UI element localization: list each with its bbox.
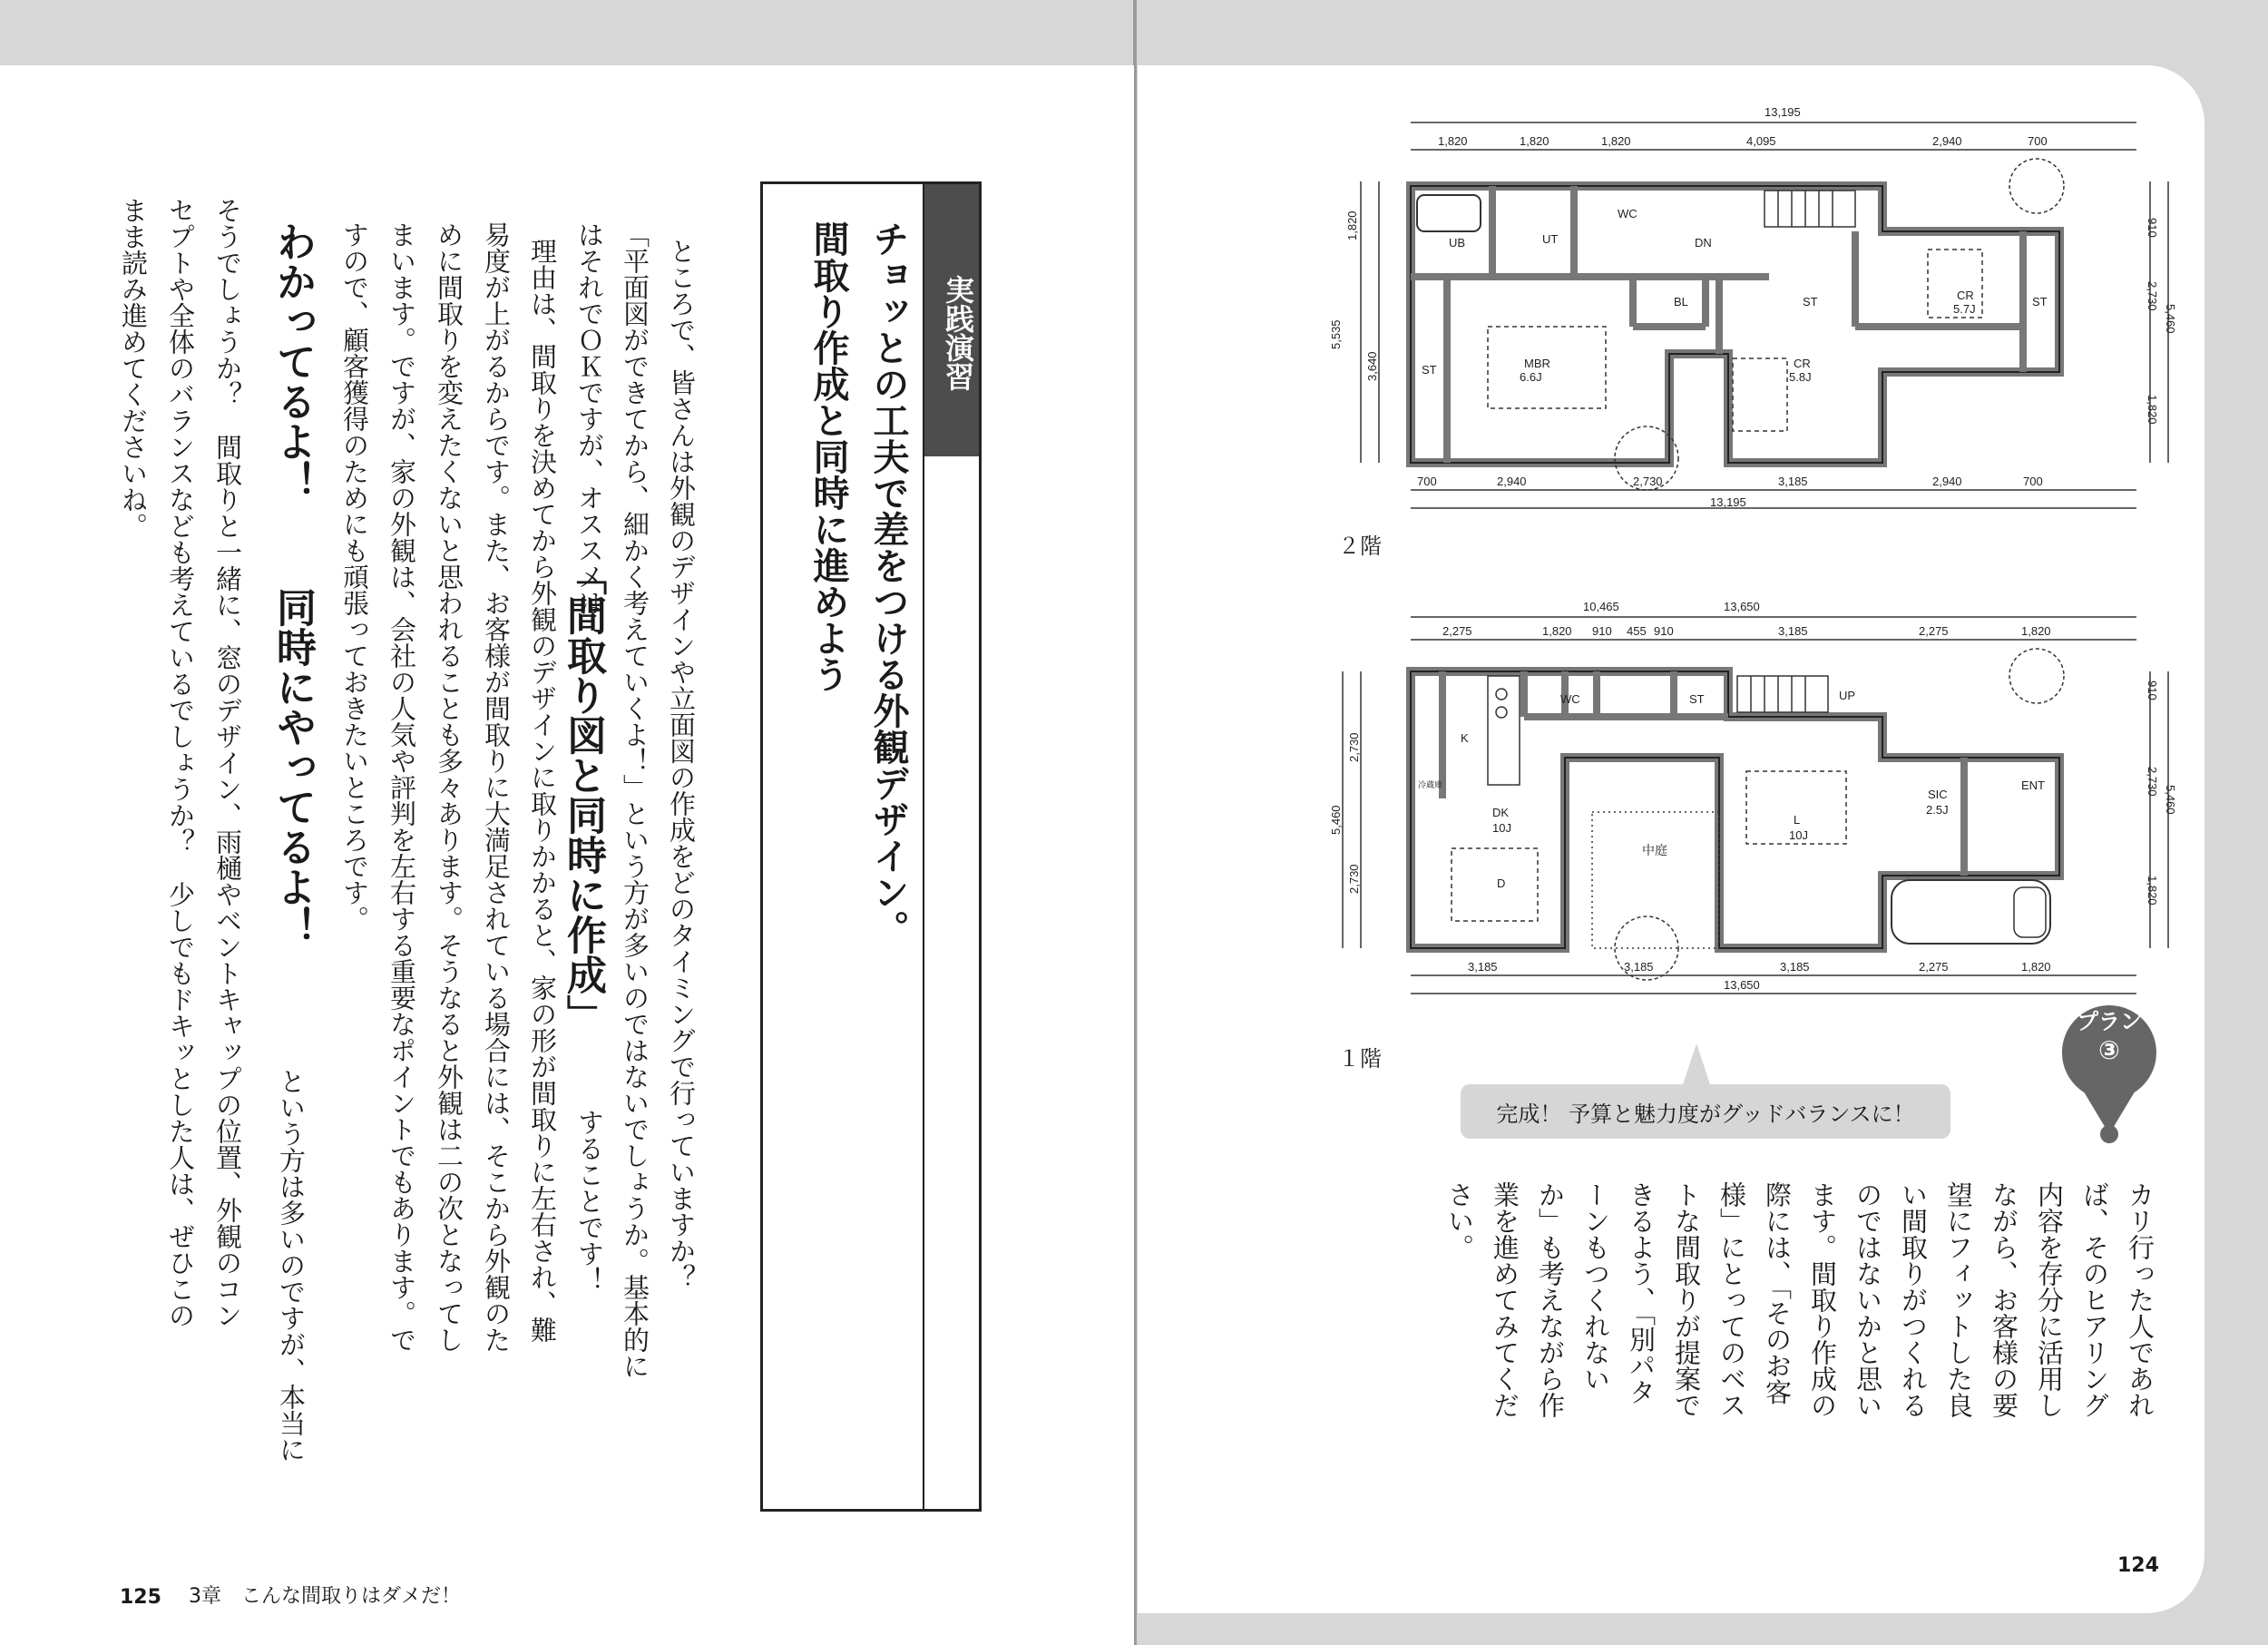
right-column-9: 際には、「そのお客: [1762, 1181, 1793, 1405]
big-phrase-tail: という方は多いのですが、本当に: [276, 1068, 307, 1463]
right-column-13: ーンもつくれない: [1580, 1181, 1611, 1392]
highlight-tail: することです！: [574, 1109, 605, 1293]
right-column-8: ます。間取り作成の: [1807, 1181, 1838, 1418]
f2-top-dim-3: 1,820: [1601, 134, 1631, 148]
right-column-14: か」も考えながら作: [1535, 1181, 1566, 1418]
f1-room-dk: DK: [1492, 806, 1510, 819]
body-column-4: 理由は、間取りを決めてから外観のデザインに取りかかると、家の形が間取りに左右され、難: [527, 238, 558, 1343]
body-column-1: ところで、皆さんは外観のデザインや立面図の作成をどのタイミングで行っていますか？: [666, 238, 697, 1290]
f1-right-dim-3: 5,460: [2164, 785, 2177, 815]
f1-total-top-b: 13,650: [1724, 600, 1760, 613]
body-column-11: まま読み進めてくださいね。: [118, 197, 149, 539]
f1-left-dim-1: 2,730: [1347, 732, 1361, 762]
f1-room-ent: ENT: [2021, 778, 2045, 792]
f1-room-dk-size: 10J: [1492, 821, 1511, 835]
f1-room-up: UP: [1839, 689, 1856, 702]
f2-left-dim-3: 5,535: [1329, 319, 1343, 349]
f1-bottom-dim-1: 3,185: [1468, 960, 1498, 974]
f1-room-st: ST: [1689, 692, 1705, 706]
f1-bottom-dim-5: 1,820: [2021, 960, 2051, 974]
big-phrase-2: 同時にやってるよ！: [269, 587, 316, 946]
f2-bottom-dim-5: 2,940: [1932, 475, 1962, 488]
badge-line-1: プラン: [2077, 1009, 2142, 1034]
f2-total-top: 13,195: [1765, 105, 1801, 119]
section-tag: 実践演習: [924, 184, 979, 456]
f1-courtyard: 中庭: [1642, 843, 1667, 857]
f2-room-cr2-size: 5.8J: [1789, 370, 1812, 384]
f1-fridge: 冷蔵庫: [1418, 780, 1443, 789]
f2-top-dim-6: 700: [2028, 134, 2048, 148]
f2-room-mbr-size: 6.6J: [1520, 370, 1542, 384]
f2-right-dim-2: 2,730: [2146, 281, 2159, 311]
f1-room-sic: SIC: [1928, 788, 1948, 801]
f2-room-cr1-size: 5.7J: [1953, 302, 1976, 316]
f1-top-dim-3: 910: [1592, 624, 1612, 638]
f1-room-l: L: [1794, 813, 1801, 827]
f1-left-dim-2: 5,460: [1329, 805, 1343, 835]
body-column-8: すので、顧客獲得のためにも頑張っておきたいところです。: [339, 221, 370, 932]
body-column-3: はそれでＯＫですが、オススメは: [574, 221, 605, 616]
f2-bottom-dim-2: 2,940: [1497, 475, 1527, 488]
f1-bottom-dim-2: 3,185: [1624, 960, 1654, 974]
f1-room-sic-size: 2.5J: [1926, 803, 1949, 817]
f2-room-ub: UB: [1449, 236, 1466, 250]
f2-left-dim-2: 3,640: [1365, 351, 1379, 381]
right-column-2: ば、そのヒアリング: [2079, 1181, 2110, 1418]
f2-top-dim-2: 1,820: [1520, 134, 1549, 148]
f1-top-dim-1: 2,275: [1442, 624, 1472, 638]
f2-room-st3: ST: [1422, 363, 1437, 377]
body-column-5: 易度が上がるからです。また、お客様が間取りに大満足されている場合には、そこから外観のた: [481, 221, 512, 1353]
f1-right-dim-2: 2,730: [2146, 767, 2159, 797]
floor1-label: １階: [1338, 1047, 1382, 1072]
f2-room-wc: WC: [1618, 207, 1637, 220]
f1-bottom-dim-3: 3,185: [1780, 960, 1810, 974]
f1-right-dim-1: 910: [2146, 681, 2159, 700]
badge-line-2: ③: [2098, 1034, 2120, 1065]
f2-right-dim-4: 5,460: [2164, 304, 2177, 334]
f1-top-dim-5: 910: [1654, 624, 1674, 638]
f1-top-dim-6: 3,185: [1778, 624, 1808, 638]
f2-room-st2: ST: [2032, 295, 2048, 308]
right-column-6: い間取りがつくれる: [1898, 1181, 1929, 1418]
f2-right-dim-1: 910: [2146, 218, 2159, 238]
f1-total-bottom: 13,650: [1724, 978, 1760, 992]
right-column-1: カリ行った人であれ: [2125, 1181, 2156, 1418]
body-column-9: そうでしょうか？ 間取りと一緒に、窓のデザイン、雨樋やベントキャップの位置、外観のコン: [212, 197, 243, 1328]
page-number-left: 125: [120, 1586, 161, 1609]
right-column-3: 内容を存分に活用し: [2034, 1181, 2065, 1418]
chapter-footer: 3章 こんな間取りはダメだ！: [189, 1585, 461, 1608]
f2-room-cr2: CR: [1794, 357, 1811, 370]
right-column-7: のではないかと思い: [1853, 1181, 1883, 1418]
f1-top-dim-4: 455: [1627, 624, 1647, 638]
body-column-10: セプトや全体のバランスなども考えているでしょうか？ 少しでもドキッとした人は、ぜひこの: [165, 197, 196, 1328]
f1-room-l-size: 10J: [1789, 828, 1808, 842]
f2-right-dim-3: 1,820: [2146, 395, 2159, 425]
f1-room-wc: WC: [1560, 692, 1580, 706]
f1-right-dim-4: 1,820: [2146, 876, 2159, 906]
page-number-right: 124: [2117, 1554, 2159, 1577]
caption-pointer: [1683, 1043, 1710, 1084]
f1-room-k: K: [1461, 731, 1469, 745]
f2-top-dim-1: 1,820: [1438, 134, 1468, 148]
f2-room-bl: BL: [1674, 295, 1688, 308]
floor1-plan: [1343, 617, 2168, 994]
f2-total-bottom: 13,195: [1710, 495, 1746, 509]
f2-left-dim-1: 1,820: [1345, 211, 1359, 240]
f2-room-st1: ST: [1803, 295, 1818, 308]
f1-top-dim-7: 2,275: [1919, 624, 1949, 638]
headline-line-1: チョッとの工夫で差をつける外観デザイン。: [867, 220, 909, 946]
f2-room-dn: DN: [1695, 236, 1712, 250]
right-column-12: きるよう、「別パタ: [1626, 1181, 1657, 1405]
f1-left-dim-3: 2,730: [1347, 864, 1361, 894]
highlight-main: 「間取り図と同時に作成」: [560, 555, 606, 1034]
body-column-6: めに間取りを変えたくないと思われることも多々あります。そうなると外観は二の次となってし: [434, 221, 464, 1353]
headline-line-2: 間取り作成と同時に進めよう: [807, 220, 849, 692]
f2-room-mbr: MBR: [1524, 357, 1550, 370]
f2-bottom-dim-1: 700: [1417, 475, 1437, 488]
f2-room-cr1: CR: [1957, 289, 1974, 302]
right-column-10: 様」にとってのベス: [1716, 1181, 1747, 1418]
f2-bottom-dim-4: 3,185: [1778, 475, 1808, 488]
floor2-plan: [1361, 122, 2168, 508]
right-column-5: 望にフィットした良: [1943, 1181, 1974, 1418]
f1-bottom-dim-4: 2,275: [1919, 960, 1949, 974]
right-column-11: トな間取りが提案で: [1671, 1181, 1702, 1418]
f2-bottom-dim-3: 2,730: [1633, 475, 1663, 488]
f2-bottom-dim-6: 700: [2023, 475, 2043, 488]
right-column-15: 業を進めてみてくだ: [1490, 1181, 1520, 1418]
f1-total-top-a: 10,465: [1583, 600, 1619, 613]
body-column-7: まいます。ですが、家の外観は、会社の人気や評判を左右する重要なポイントでもあります。で: [386, 221, 417, 1353]
f1-room-d: D: [1497, 876, 1506, 890]
body-column-2: 「平面図ができてから、細かく考えていくよ！」という方が多いのではないでしょうか。基本的に: [620, 221, 650, 1379]
plan-badge-text: [2061, 996, 2157, 1105]
right-column-16: さい。: [1444, 1181, 1475, 1260]
f1-top-dim-2: 1,820: [1542, 624, 1572, 638]
f2-room-ut: UT: [1542, 232, 1559, 246]
floor2-label: ２階: [1338, 534, 1382, 559]
f1-top-dim-8: 1,820: [2021, 624, 2051, 638]
caption-bubble: 完成！ 予算と魅力度がグッドバランスに！: [1461, 1084, 1950, 1139]
big-phrase-1: わかってるよ！: [269, 221, 316, 501]
f2-top-dim-4: 4,095: [1746, 134, 1776, 148]
right-column-4: ながら、お客様の要: [1989, 1181, 2019, 1418]
f2-top-dim-5: 2,940: [1932, 134, 1962, 148]
